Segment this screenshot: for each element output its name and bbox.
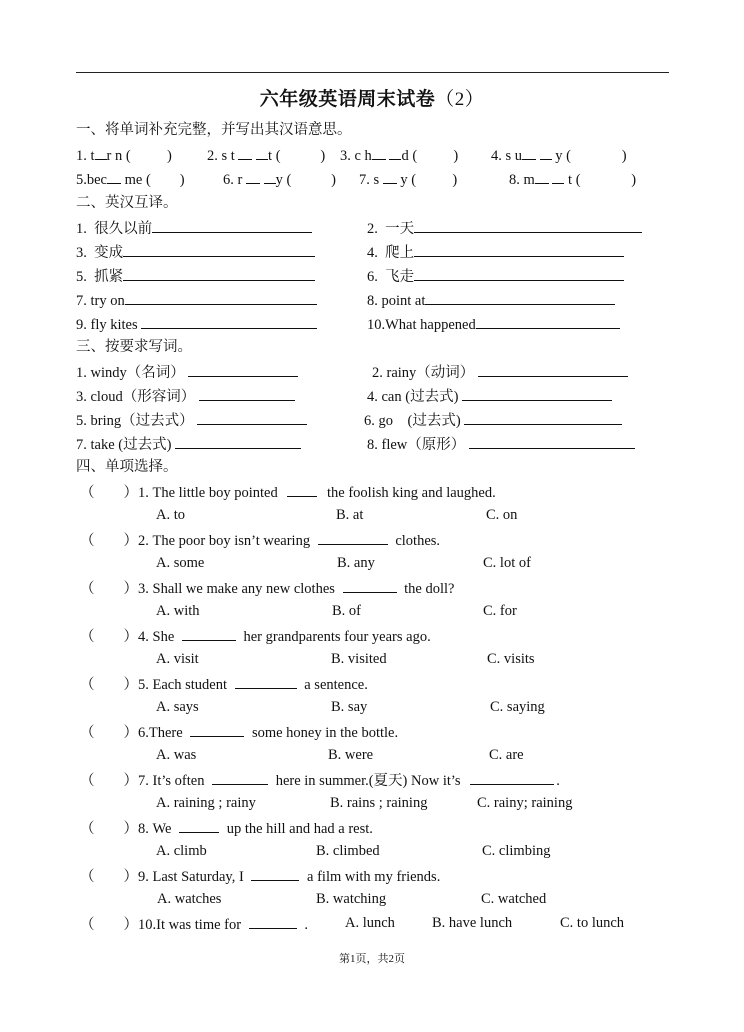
stem-text: 10.It was time for bbox=[138, 917, 242, 933]
letter-blank[interactable] bbox=[540, 146, 552, 160]
answer-blank[interactable] bbox=[414, 218, 642, 233]
item-num: 2. bbox=[207, 148, 218, 164]
q8-stem bbox=[80, 818, 373, 838]
item-num: 1. bbox=[76, 148, 87, 164]
s1-item-5 bbox=[76, 170, 185, 189]
answer-blank bbox=[251, 866, 299, 881]
answer-blank bbox=[182, 626, 236, 641]
item-suffix: t bbox=[568, 172, 573, 188]
section1-heading: 一、将单词补充完整，并写出其汉语意思。 bbox=[76, 122, 352, 138]
meaning-blank[interactable]: ( ) bbox=[125, 148, 172, 164]
s2-item-9 bbox=[76, 314, 317, 334]
stem-text: some honey in the bottle. bbox=[251, 725, 399, 741]
item-num: 3. bbox=[340, 148, 351, 164]
answer-blank bbox=[470, 770, 554, 785]
answer-paren[interactable]: （ ） bbox=[80, 629, 138, 645]
q3-option-b[interactable]: B. of bbox=[332, 603, 361, 619]
letter-blank[interactable] bbox=[264, 170, 276, 184]
stem-text: 5. Each student bbox=[138, 677, 227, 693]
answer-paren[interactable]: （ ） bbox=[80, 821, 138, 837]
s2-item-7 bbox=[76, 290, 317, 310]
answer-paren[interactable]: （ ） bbox=[80, 533, 138, 549]
item-label: 6. 飞走 bbox=[367, 269, 415, 285]
section2-heading: 二、英汉互译。 bbox=[76, 195, 178, 211]
q2-stem bbox=[80, 530, 440, 550]
item-label: 6. go (过去式) bbox=[364, 413, 461, 429]
q9-option-b[interactable]: B. watching bbox=[316, 891, 387, 907]
answer-blank[interactable] bbox=[199, 386, 295, 401]
item-label: 4. 爬上 bbox=[367, 245, 415, 261]
q1-stem bbox=[80, 482, 496, 502]
item-label: 7. take (过去式) bbox=[76, 437, 172, 453]
stem-text: 3. Shall we make any new clothes bbox=[138, 581, 335, 597]
q4-option-b[interactable]: B. visited bbox=[331, 651, 387, 667]
section3-heading: 三、按要求写词。 bbox=[76, 339, 192, 355]
answer-blank bbox=[235, 674, 297, 689]
answer-blank[interactable] bbox=[125, 290, 317, 305]
item-suffix: t bbox=[268, 148, 273, 164]
answer-blank[interactable] bbox=[152, 218, 312, 233]
stem-text: here in summer.(夏天) Now it’s bbox=[275, 773, 461, 789]
stem-text: 4. She bbox=[138, 629, 175, 645]
meaning-blank[interactable]: ( ) bbox=[286, 172, 337, 188]
s3-item-7 bbox=[76, 434, 301, 454]
answer-blank bbox=[179, 818, 219, 833]
letter-blank[interactable] bbox=[95, 146, 107, 160]
item-prefix: s bbox=[373, 172, 380, 188]
q1-option-a[interactable]: A. to bbox=[156, 507, 185, 523]
item-prefix: c h bbox=[354, 148, 372, 164]
stem-text: 6.There bbox=[138, 725, 183, 741]
letter-blank[interactable] bbox=[372, 146, 386, 160]
answer-blank[interactable] bbox=[197, 410, 307, 425]
q6-stem bbox=[80, 722, 398, 742]
q1-option-b[interactable]: B. at bbox=[336, 507, 364, 523]
item-label: 9. fly kites bbox=[76, 317, 138, 333]
item-suffix: y bbox=[275, 172, 283, 188]
q3-option-c[interactable]: C. for bbox=[483, 603, 517, 619]
stem-text: up the hill and had a rest. bbox=[226, 821, 373, 837]
q2-option-c[interactable]: C. lot of bbox=[483, 555, 531, 571]
answer-blank[interactable] bbox=[188, 362, 298, 377]
answer-blank[interactable] bbox=[462, 386, 612, 401]
stem-text: 1. The little boy pointed bbox=[138, 485, 278, 501]
q2-option-b[interactable]: B. any bbox=[337, 555, 375, 571]
answer-blank bbox=[287, 482, 317, 497]
s2-item-1 bbox=[76, 218, 312, 238]
meaning-blank[interactable]: ( ) bbox=[412, 148, 459, 164]
s2-item-8 bbox=[367, 290, 615, 310]
section4-heading: 四、单项选择。 bbox=[76, 459, 178, 475]
item-num: 5. bbox=[76, 172, 87, 188]
s3-item-3 bbox=[76, 386, 295, 406]
stem-text: 2. The poor boy isn’t wearing bbox=[138, 533, 311, 549]
q5-option-a[interactable]: A. says bbox=[156, 699, 199, 715]
answer-paren[interactable]: （ ） bbox=[80, 773, 138, 789]
q3-option-a[interactable]: A. with bbox=[156, 603, 200, 619]
item-label: 7. try on bbox=[76, 293, 125, 309]
item-label: 10.What happened bbox=[367, 317, 476, 333]
q4-option-a[interactable]: A. visit bbox=[156, 651, 199, 667]
item-prefix: s u bbox=[505, 148, 523, 164]
s1-item-8 bbox=[509, 170, 636, 189]
item-label: 8. point at bbox=[367, 293, 426, 309]
s2-item-5 bbox=[76, 266, 315, 286]
meaning-blank[interactable]: ( ) bbox=[275, 148, 326, 164]
item-label: 5. bring（过去式） bbox=[76, 413, 194, 429]
letter-blank[interactable] bbox=[535, 170, 549, 184]
q6-option-b[interactable]: B. were bbox=[328, 747, 374, 763]
item-label: 1. windy（名词） bbox=[76, 365, 185, 381]
item-num: 8. bbox=[509, 172, 520, 188]
item-label: 3. 变成 bbox=[76, 245, 124, 261]
q3-stem bbox=[80, 578, 455, 598]
stem-text: a film with my friends. bbox=[307, 869, 441, 885]
q8-option-a[interactable]: A. climb bbox=[156, 843, 207, 859]
header-rule bbox=[76, 72, 669, 73]
item-prefix: r bbox=[237, 172, 243, 188]
answer-blank bbox=[212, 770, 268, 785]
answer-blank bbox=[343, 578, 397, 593]
page-title bbox=[0, 84, 744, 111]
stem-text: a sentence. bbox=[304, 677, 368, 693]
answer-blank bbox=[249, 914, 297, 929]
letter-blank[interactable] bbox=[552, 170, 564, 184]
item-prefix: s t bbox=[221, 148, 235, 164]
item-num: 7. bbox=[359, 172, 370, 188]
q2-option-a[interactable]: A. some bbox=[156, 555, 205, 571]
s3-item-4 bbox=[367, 386, 612, 406]
answer-blank[interactable] bbox=[464, 410, 622, 425]
stem-text: . bbox=[304, 917, 308, 933]
item-label: 8. flew（原形） bbox=[367, 437, 466, 453]
item-label: 2. rainy（动词） bbox=[372, 365, 475, 381]
title-number: （2） bbox=[435, 89, 485, 110]
s2-item-3 bbox=[76, 242, 315, 262]
answer-blank[interactable] bbox=[476, 314, 620, 329]
q7-option-c[interactable]: C. rainy; raining bbox=[477, 795, 573, 811]
letter-blank[interactable] bbox=[238, 146, 252, 160]
item-suffix: y bbox=[400, 172, 408, 188]
q7-option-b[interactable]: B. rains ; raining bbox=[330, 795, 428, 811]
title-text: 六年级英语周末试卷 bbox=[259, 89, 436, 110]
stem-text: 9. Last Saturday, I bbox=[138, 869, 244, 885]
answer-blank[interactable] bbox=[123, 266, 315, 281]
q4-stem bbox=[80, 626, 431, 646]
q5-stem bbox=[80, 674, 368, 694]
q6-option-c[interactable]: C. are bbox=[489, 747, 524, 763]
answer-paren[interactable]: （ ） bbox=[80, 485, 138, 501]
meaning-blank[interactable]: ( ) bbox=[575, 172, 637, 188]
item-num: 4. bbox=[491, 148, 502, 164]
answer-blank[interactable] bbox=[478, 362, 628, 377]
meaning-blank[interactable]: ( ) bbox=[411, 172, 458, 188]
s1-item-7 bbox=[359, 170, 457, 189]
letter-blank[interactable] bbox=[389, 146, 401, 160]
answer-paren[interactable]: （ ） bbox=[80, 917, 138, 933]
answer-blank[interactable] bbox=[414, 266, 624, 281]
s2-item-6 bbox=[367, 266, 624, 286]
answer-blank[interactable] bbox=[141, 314, 317, 329]
q8-option-c[interactable]: C. climbing bbox=[482, 843, 551, 859]
s1-item-4 bbox=[491, 146, 627, 165]
q10-option-b[interactable]: B. have lunch bbox=[432, 915, 513, 931]
answer-paren[interactable]: （ ） bbox=[80, 677, 138, 693]
item-suffix: me bbox=[124, 172, 143, 188]
q10-option-c[interactable]: C. to lunch bbox=[560, 915, 625, 931]
s3-item-8 bbox=[367, 434, 635, 454]
meaning-blank[interactable]: ( ) bbox=[145, 172, 185, 188]
stem-text: clothes. bbox=[395, 533, 441, 549]
letter-blank[interactable] bbox=[246, 170, 260, 184]
answer-blank[interactable] bbox=[123, 242, 315, 257]
item-label: 1. 很久以前 bbox=[76, 221, 153, 237]
q10-option-a[interactable]: A. lunch bbox=[345, 915, 395, 931]
q1-option-c[interactable]: C. on bbox=[486, 507, 518, 523]
stem-text: . bbox=[556, 773, 560, 789]
stem-text: 8. We bbox=[138, 821, 172, 837]
item-suffix: y bbox=[555, 148, 563, 164]
s3-item-5 bbox=[76, 410, 307, 430]
s2-item-10 bbox=[367, 314, 620, 334]
stem-text: her grandparents four years ago. bbox=[243, 629, 431, 645]
s1-item-3 bbox=[340, 146, 458, 165]
s3-item-6 bbox=[364, 410, 622, 430]
q6-option-a[interactable]: A. was bbox=[156, 747, 197, 763]
q9-stem bbox=[80, 866, 440, 886]
item-num: 6. bbox=[223, 172, 234, 188]
letter-blank[interactable] bbox=[256, 146, 268, 160]
s3-item-2 bbox=[372, 362, 628, 382]
item-label: 5. 抓紧 bbox=[76, 269, 124, 285]
q7-stem bbox=[80, 770, 560, 790]
answer-blank bbox=[318, 530, 388, 545]
q9-option-a[interactable]: A. watches bbox=[157, 891, 222, 907]
q5-option-c[interactable]: C. saying bbox=[490, 699, 545, 715]
q10-stem bbox=[80, 914, 308, 934]
q8-option-b[interactable]: B. climbed bbox=[316, 843, 380, 859]
item-prefix: bec bbox=[86, 172, 107, 188]
stem-text: 7. It’s often bbox=[138, 773, 205, 789]
item-label: 4. can (过去式) bbox=[367, 389, 459, 405]
answer-blank[interactable] bbox=[175, 434, 301, 449]
s2-item-2 bbox=[367, 218, 642, 238]
item-suffix: d bbox=[401, 148, 409, 164]
letter-blank[interactable] bbox=[383, 170, 397, 184]
answer-blank bbox=[190, 722, 244, 737]
answer-blank[interactable] bbox=[425, 290, 615, 305]
letter-blank[interactable] bbox=[107, 170, 121, 184]
item-suffix: r n bbox=[106, 148, 123, 164]
answer-paren[interactable]: （ ） bbox=[80, 869, 138, 885]
item-prefix: m bbox=[523, 172, 535, 188]
q7-option-a[interactable]: A. raining ; rainy bbox=[156, 795, 256, 811]
s1-item-6 bbox=[223, 170, 336, 189]
answer-blank[interactable] bbox=[469, 434, 635, 449]
answer-blank[interactable] bbox=[414, 242, 624, 257]
q9-option-c[interactable]: C. watched bbox=[481, 891, 547, 907]
item-prefix: t bbox=[90, 148, 95, 164]
q5-option-b[interactable]: B. say bbox=[331, 699, 368, 715]
q4-option-c[interactable]: C. visits bbox=[487, 651, 535, 667]
answer-paren[interactable]: （ ） bbox=[80, 725, 138, 741]
s1-item-1 bbox=[76, 146, 172, 165]
s1-item-2 bbox=[207, 146, 325, 165]
answer-paren[interactable]: （ ） bbox=[80, 581, 138, 597]
stem-text: the foolish king and laughed. bbox=[327, 485, 496, 501]
s2-item-4 bbox=[367, 242, 624, 262]
stem-text: the doll? bbox=[404, 581, 455, 597]
meaning-blank[interactable]: ( ) bbox=[566, 148, 627, 164]
letter-blank[interactable] bbox=[522, 146, 536, 160]
s3-item-1 bbox=[76, 362, 298, 382]
item-label: 2. 一天 bbox=[367, 221, 415, 237]
page-footer: 第1页，共2页 bbox=[339, 953, 405, 965]
item-label: 3. cloud（形容词） bbox=[76, 389, 196, 405]
